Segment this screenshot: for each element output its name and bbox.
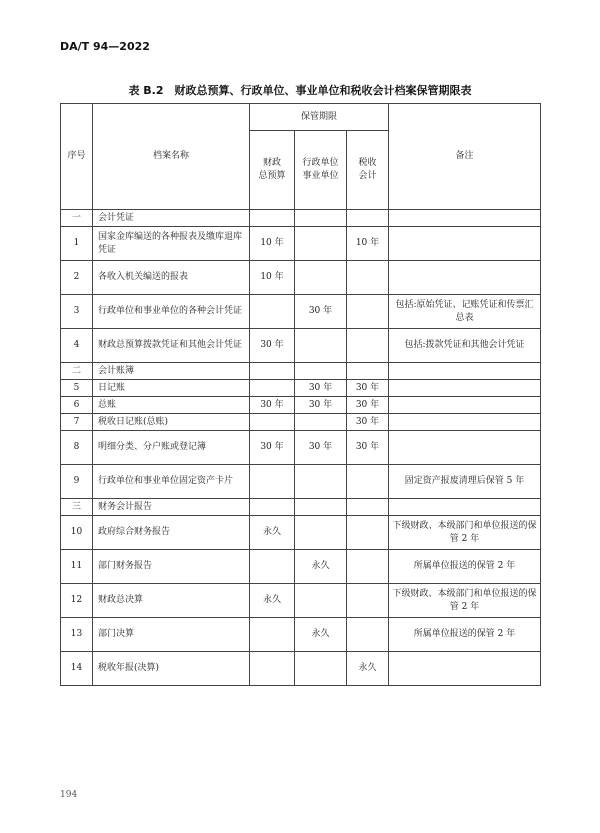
section-title-cell: 会计凭证: [93, 210, 250, 227]
note-cell: 下级财政、本级部门和单位报送的保管 2 年: [389, 584, 541, 618]
name-cell: 部门决算: [93, 618, 250, 652]
table-row: [61, 380, 541, 397]
budget-cell: 30 年: [250, 397, 295, 414]
table-row: [61, 227, 541, 261]
budget-cell: [250, 652, 295, 686]
budget-cell: [250, 363, 295, 380]
seq-cell: 3: [61, 295, 93, 329]
note-cell: [389, 431, 541, 465]
budget-cell: 30 年: [250, 431, 295, 465]
admin-cell: [295, 363, 347, 380]
table-row: [61, 618, 541, 652]
name-cell: 税收日记账(总账): [93, 414, 250, 431]
admin-cell: [295, 516, 347, 550]
seq-cell: 三: [61, 499, 93, 516]
seq-cell: 9: [61, 465, 93, 499]
tax-cell: 30 年: [347, 397, 389, 414]
seq-cell: 二: [61, 363, 93, 380]
table-row: [61, 295, 541, 329]
admin-cell: [295, 652, 347, 686]
name-cell: 税收年报(决算): [93, 652, 250, 686]
budget-cell: [250, 414, 295, 431]
name-cell: 行政单位和事业单位固定资产卡片: [93, 465, 250, 499]
seq-cell: 10: [61, 516, 93, 550]
tax-cell: [347, 499, 389, 516]
tax-cell: [347, 618, 389, 652]
seq-cell: 13: [61, 618, 93, 652]
note-cell: [389, 397, 541, 414]
seq-cell: 14: [61, 652, 93, 686]
note-cell: [389, 414, 541, 431]
name-cell: 行政单位和事业单位的各种会计凭证: [93, 295, 250, 329]
retention-table: [60, 103, 541, 686]
budget-cell: [250, 465, 295, 499]
section-title-cell: 财务会计报告: [93, 499, 250, 516]
note-cell: [389, 261, 541, 295]
table-row: [61, 652, 541, 686]
table-body: [61, 210, 541, 686]
name-cell: 财政总预算拨款凭证和其他会计凭证: [93, 329, 250, 363]
tax-cell: 30 年: [347, 414, 389, 431]
table-row: [61, 465, 541, 499]
name-cell: 总账: [93, 397, 250, 414]
note-cell: [389, 227, 541, 261]
admin-cell: 30 年: [295, 380, 347, 397]
budget-cell: 30 年: [250, 329, 295, 363]
header-retention: 保管期限: [250, 104, 389, 131]
seq-cell: 6: [61, 397, 93, 414]
name-cell: 部门财务报告: [93, 550, 250, 584]
table-row: [61, 261, 541, 295]
seq-cell: 1: [61, 227, 93, 261]
section-title-cell: 会计账簿: [93, 363, 250, 380]
admin-cell: [295, 227, 347, 261]
seq-cell: 11: [61, 550, 93, 584]
table-row: [61, 516, 541, 550]
tax-cell: [347, 261, 389, 295]
name-cell: 明细分类、分户账或登记簿: [93, 431, 250, 465]
note-cell: 所属单位报送的保管 2 年: [389, 618, 541, 652]
admin-cell: [295, 465, 347, 499]
admin-cell: 30 年: [295, 431, 347, 465]
tax-cell: [347, 465, 389, 499]
seq-cell: 一: [61, 210, 93, 227]
table-row: [61, 397, 541, 414]
tax-cell: 30 年: [347, 380, 389, 397]
admin-cell: [295, 414, 347, 431]
header-note: 备注: [389, 104, 541, 210]
seq-cell: 7: [61, 414, 93, 431]
page-number: 194: [60, 790, 78, 800]
name-cell: 日记账: [93, 380, 250, 397]
seq-cell: 12: [61, 584, 93, 618]
seq-cell: 4: [61, 329, 93, 363]
header-seq: 序号: [61, 104, 93, 210]
admin-cell: [295, 261, 347, 295]
table-row: [61, 414, 541, 431]
budget-cell: 永久: [250, 516, 295, 550]
note-cell: 固定资产报废清理后保管 5 年: [389, 465, 541, 499]
section-row: [61, 363, 541, 380]
budget-cell: [250, 618, 295, 652]
name-cell: 各收入机关编送的报表: [93, 261, 250, 295]
tax-cell: [347, 210, 389, 227]
admin-cell: [295, 329, 347, 363]
seq-cell: 2: [61, 261, 93, 295]
document-code: DA/T 94—2022: [60, 40, 150, 53]
note-cell: 下级财政、本级部门和单位报送的保管 2 年: [389, 516, 541, 550]
note-cell: [389, 380, 541, 397]
tax-cell: [347, 550, 389, 584]
seq-cell: 8: [61, 431, 93, 465]
section-row: [61, 210, 541, 227]
admin-cell: [295, 210, 347, 227]
note-cell: [389, 652, 541, 686]
tax-cell: 30 年: [347, 431, 389, 465]
tax-cell: [347, 584, 389, 618]
name-cell: 财政总决算: [93, 584, 250, 618]
tax-cell: [347, 295, 389, 329]
budget-cell: 10 年: [250, 261, 295, 295]
budget-cell: 永久: [250, 584, 295, 618]
admin-cell: [295, 499, 347, 516]
note-cell: 所属单位报送的保管 2 年: [389, 550, 541, 584]
tax-cell: 永久: [347, 652, 389, 686]
table-row: [61, 431, 541, 465]
note-cell: [389, 499, 541, 516]
table-row: [61, 329, 541, 363]
budget-cell: [250, 380, 295, 397]
header-name: 档案名称: [93, 104, 250, 210]
name-cell: 政府综合财务报告: [93, 516, 250, 550]
admin-cell: [295, 584, 347, 618]
header-col-admin: 行政单位 事业单位: [295, 131, 347, 210]
admin-cell: 永久: [295, 618, 347, 652]
note-cell: [389, 210, 541, 227]
tax-cell: [347, 329, 389, 363]
admin-cell: 30 年: [295, 397, 347, 414]
header-col-budget: 财政 总预算: [250, 131, 295, 210]
name-cell: 国家金库编送的各种报表及缴库退库凭证: [93, 227, 250, 261]
note-cell: 包括:拨款凭证和其他会计凭证: [389, 329, 541, 363]
budget-cell: [250, 499, 295, 516]
budget-cell: [250, 295, 295, 329]
seq-cell: 5: [61, 380, 93, 397]
table-row: [61, 584, 541, 618]
tax-cell: [347, 516, 389, 550]
note-cell: [389, 363, 541, 380]
table-title: 表 B.2 财政总预算、行政单位、事业单位和税收会计档案保管期限表: [128, 84, 472, 97]
note-cell: 包括:原始凭证、记账凭证和传票汇总表: [389, 295, 541, 329]
table-row: [61, 550, 541, 584]
admin-cell: 永久: [295, 550, 347, 584]
budget-cell: [250, 210, 295, 227]
header-col-tax: 税收 会计: [347, 131, 389, 210]
admin-cell: 30 年: [295, 295, 347, 329]
budget-cell: [250, 550, 295, 584]
section-row: [61, 499, 541, 516]
budget-cell: 10 年: [250, 227, 295, 261]
tax-cell: [347, 363, 389, 380]
tax-cell: 10 年: [347, 227, 389, 261]
